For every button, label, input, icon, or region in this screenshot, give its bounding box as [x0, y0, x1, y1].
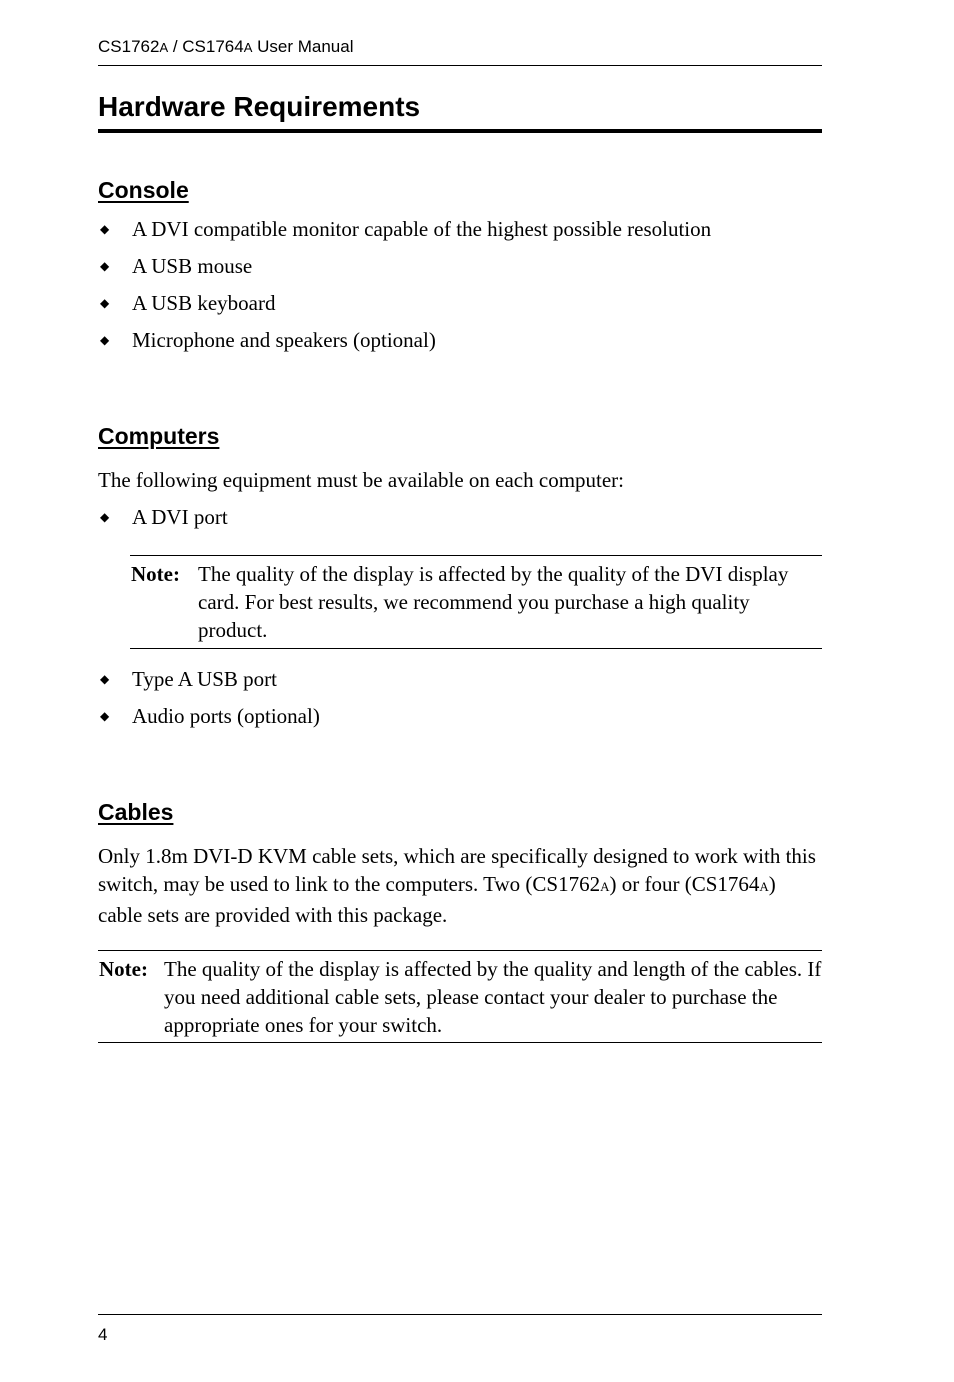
page-number: 4 — [98, 1325, 108, 1344]
note-text: The quality of the display is affected by the quality of the DVI display card. For best results, we recommend you purchase a high quality product. — [198, 562, 789, 642]
diamond-bullet-icon: ◆ — [100, 222, 110, 236]
note-text: The quality of the display is affected by the quality and length of the cables. If you need additional cable sets, please contact your dealer to purchase the appropriate ones for your switch. — [164, 957, 822, 1037]
list-item: ◆ Type A USB port — [100, 667, 277, 691]
header-doc-label: User Manual — [252, 37, 354, 56]
header-separator: / — [168, 37, 183, 56]
computers-list-b — [98, 666, 320, 740]
computers-heading: Computers — [98, 423, 220, 449]
list-item: ◆ A DVI port — [100, 505, 228, 529]
list-item: ◆ A USB mouse — [100, 254, 253, 278]
note-label: Note: — [99, 957, 148, 981]
cables-heading: Cables — [98, 799, 174, 825]
note-label: Note: — [131, 562, 180, 586]
list-item: ◆ A USB keyboard — [100, 291, 276, 315]
header-model-a: CS1762A — [98, 37, 169, 56]
page-title: Hardware Requirements — [98, 89, 822, 133]
diamond-bullet-icon: ◆ — [100, 672, 110, 686]
computers-intro: The following equipment must be available on each computer: — [98, 468, 625, 492]
list-item: ◆ A DVI compatible monitor capable of the highest possible resolution — [100, 217, 712, 241]
cables-paragraph: Only 1.8m DVI-D KVM cable sets, which are specifically designed to work with this switch, may be used to link to the computers. Two (CS1762A) or four (CS1764A) cable sets are provided with this package. — [98, 844, 816, 927]
running-header — [98, 36, 822, 66]
diamond-bullet-icon: ◆ — [100, 709, 110, 723]
console-list — [98, 216, 711, 364]
cables-note — [98, 950, 822, 1043]
computers-note — [130, 555, 822, 649]
diamond-bullet-icon: ◆ — [100, 510, 110, 524]
diamond-bullet-icon: ◆ — [100, 259, 110, 273]
page-footer — [98, 1314, 822, 1345]
diamond-bullet-icon: ◆ — [100, 333, 110, 347]
console-heading: Console — [98, 177, 189, 203]
diamond-bullet-icon: ◆ — [100, 296, 110, 310]
computers-list-a — [98, 504, 228, 541]
list-item: ◆ Microphone and speakers (optional) — [100, 328, 436, 352]
list-item: ◆ Audio ports (optional) — [100, 704, 320, 728]
header-model-b: CS1764A — [182, 37, 253, 56]
